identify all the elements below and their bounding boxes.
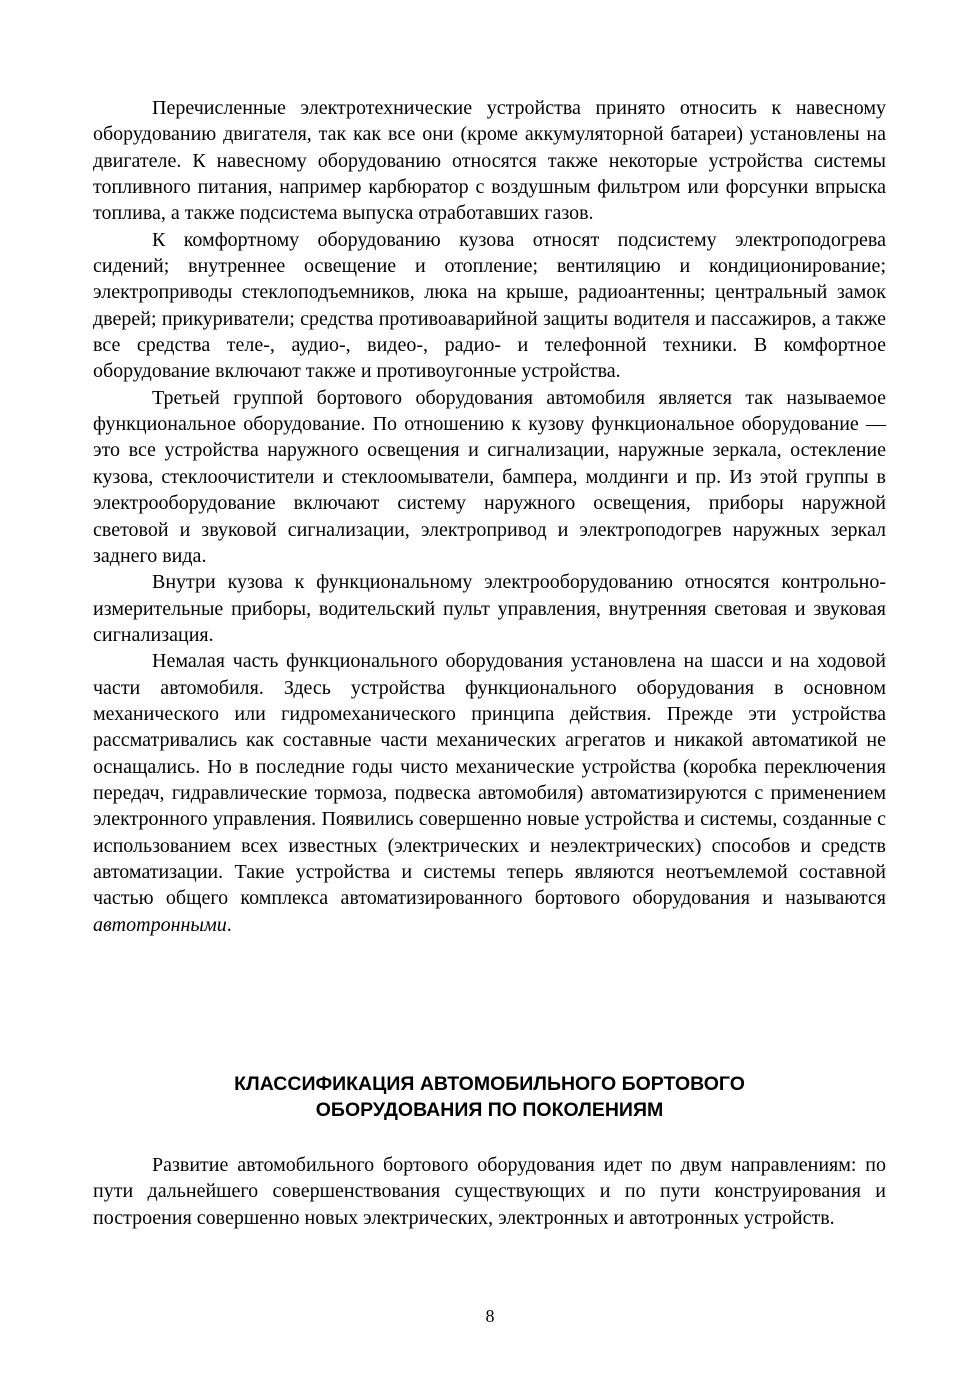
autotronic-term: автотронными (93, 913, 227, 936)
paragraph-chassis-text: Немалая часть функционального оборудования установлена на шасси и на ходовой части автомобиля. Здесь устройства функционального оборудования в основном механического или гидромеханического принципа действия. Прежде эти устройства рассматривались как составные части механических агрегатов и никакой автоматикой не оснащались. Но в последние годы чисто механические устройства (коробка переключения передач, гидравлические тормоза, подвеска автомобиля) автоматизируются с применением электронного управления. Появились совершенно новые устройства и системы, созданные с использованием всех известных (электрических и неэлектрических) способов и средств автоматизации. Такие устройства и системы теперь являются неотъемлемой составной частью общего комплекса автоматизированного бортового оборудования и называются (93, 650, 886, 910)
section-intro (93, 1152, 886, 1231)
paragraph-comfort-equipment: К комфортному оборудованию кузова относят подсистему электроподогрева сидений; внутреннее освещение и отопление; вентиляцию и кондиционирование; электроприводы стеклоподъемников, люка на крыше, радиоантенны; центральный замок дверей; прикуриватели; средства противоаварийной защиты водителя и пассажиров, а также все средства теле-, аудио-, видео-, радио- и телефонной техники. В комфортное оборудование включают также и противоугонные устройства. (93, 228, 886, 383)
paragraph-chassis-equipment (93, 648, 886, 938)
paragraph-development-directions: Развитие автомобильного бортового оборудования идет по двум направлениям: по пути дальнейшего совершенствования существующих и по пути конструирования и построения совершенно новых электрических, электронных и автотронных устройств. (93, 1154, 886, 1229)
paragraph-functional-equipment: Третьей группой бортового оборудования автомобиля является так называемое функциональное оборудование. По отношению к кузову функциональное оборудование — это все устройства наружного освещения и сигнализации, наружные зеркала, остекление кузова, стеклоочистители и стеклоомыватели, бампера, молдинги и пр. Из этой группы в электрооборудование включают систему наружного освещения, приборы наружной световой и звуковой сигнализации, электропривод и электроподогрев наружных зеркал заднего вида. (93, 386, 886, 567)
body-text (93, 95, 886, 938)
section-heading-line-2: ОБОРУДОВАНИЯ ПО ПОКОЛЕНИЯМ (315, 1099, 664, 1121)
paragraph-interior-functional: Внутри кузова к функциональному электрооборудованию относятся контрольно-измерительные приборы, водительский пульт управления, внутренняя световая и звуковая сигнализация. (93, 571, 886, 646)
section-heading (93, 1071, 886, 1123)
paragraph-hitched-equipment: Перечисленные электротехнические устройства принято относить к навесному оборудованию двигателя, так как все они (кроме аккумуляторной батареи) установлены на двигателе. К навесному оборудованию относятся также некоторые устройства системы топливного питания, например карбюратор с воздушным фильтром или форсунки впрыска топлива, а также подсистема выпуска отработавших газов. (93, 97, 886, 225)
page-number: 8 (485, 1306, 495, 1326)
section-heading-line-1: КЛАССИФИКАЦИЯ АВТОМОБИЛЬНОГО БОРТОВОГО (234, 1073, 745, 1095)
paragraph-chassis-ending: . (226, 913, 232, 936)
